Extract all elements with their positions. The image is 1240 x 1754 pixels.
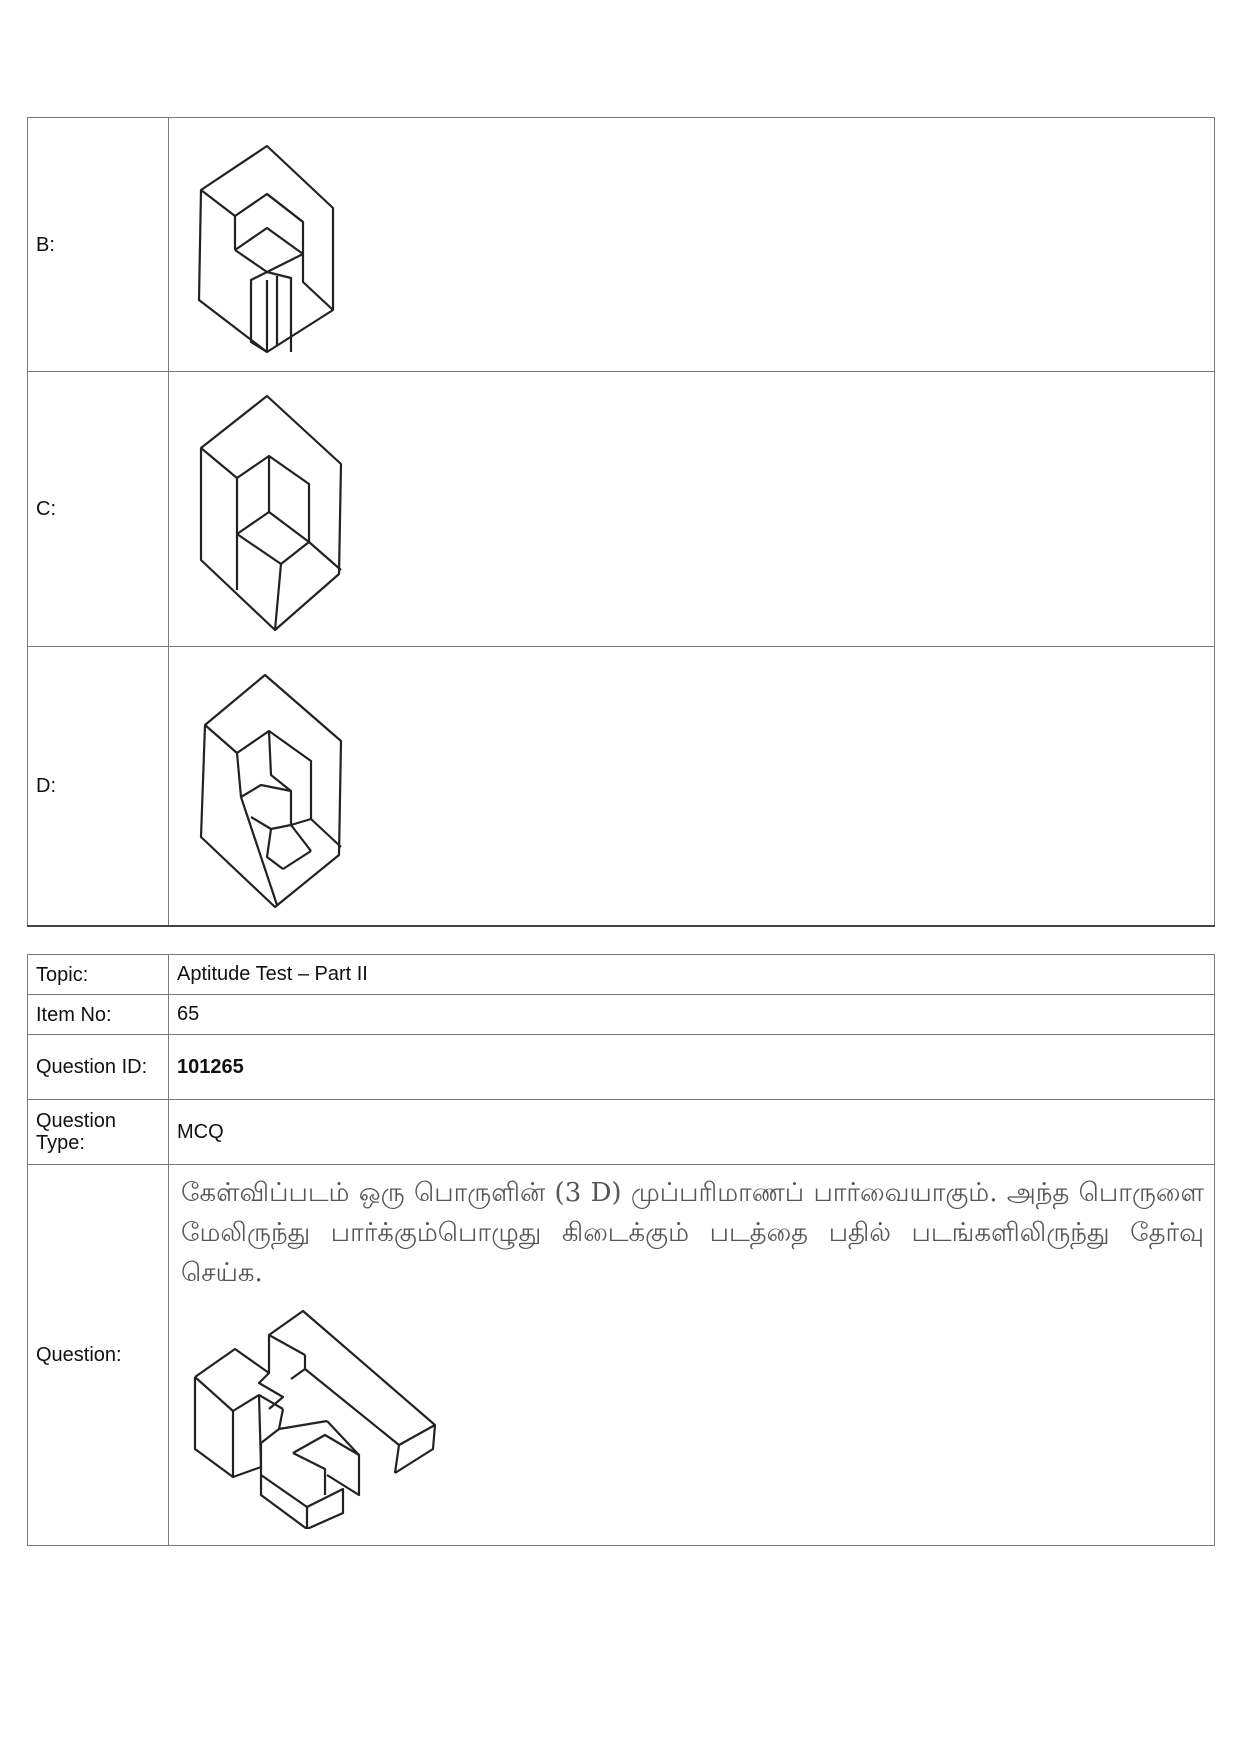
option-figure-cell <box>169 372 1215 647</box>
option-c-figure <box>181 384 351 634</box>
question-figure <box>187 1299 447 1529</box>
options-table <box>27 117 1215 927</box>
topic-row <box>28 955 1215 995</box>
question-row <box>28 1165 1215 1546</box>
question-label: Question: <box>28 1165 169 1546</box>
option-label: B: <box>28 118 169 372</box>
question-id-row <box>28 1035 1215 1100</box>
question-content-cell <box>169 1165 1215 1546</box>
option-b-figure <box>181 130 341 360</box>
question-id-label: Question ID: <box>28 1035 169 1100</box>
question-text: கேள்விப்படம் ஒரு பொருளின் (3 D) முப்பரிமாணப் பார்வையாகும். அந்த பொருளை மேலிருந்து பார்க்கும்பொழுது கிடைக்கும் படத்தை பதில் படங்களிலிருந்து தேர்வு செய்க. <box>181 1178 1204 1288</box>
item-value: 65 <box>169 995 1215 1035</box>
item-label: Item No: <box>28 995 169 1035</box>
option-row-c <box>28 372 1215 647</box>
option-figure-cell <box>169 118 1215 372</box>
option-d-figure <box>181 661 351 911</box>
topic-value: Aptitude Test – Part II <box>169 955 1215 995</box>
question-type-label: Question Type: <box>28 1100 169 1165</box>
question-id-value: 101265 <box>169 1035 1215 1100</box>
option-row-d <box>28 647 1215 927</box>
option-figure-cell <box>169 647 1215 927</box>
question-type-value: MCQ <box>169 1100 1215 1165</box>
question-meta-table <box>27 954 1215 1546</box>
option-row-b <box>28 118 1215 372</box>
item-row <box>28 995 1215 1035</box>
question-type-row <box>28 1100 1215 1165</box>
option-label: C: <box>28 372 169 647</box>
topic-label: Topic: <box>28 955 169 995</box>
option-label: D: <box>28 647 169 927</box>
